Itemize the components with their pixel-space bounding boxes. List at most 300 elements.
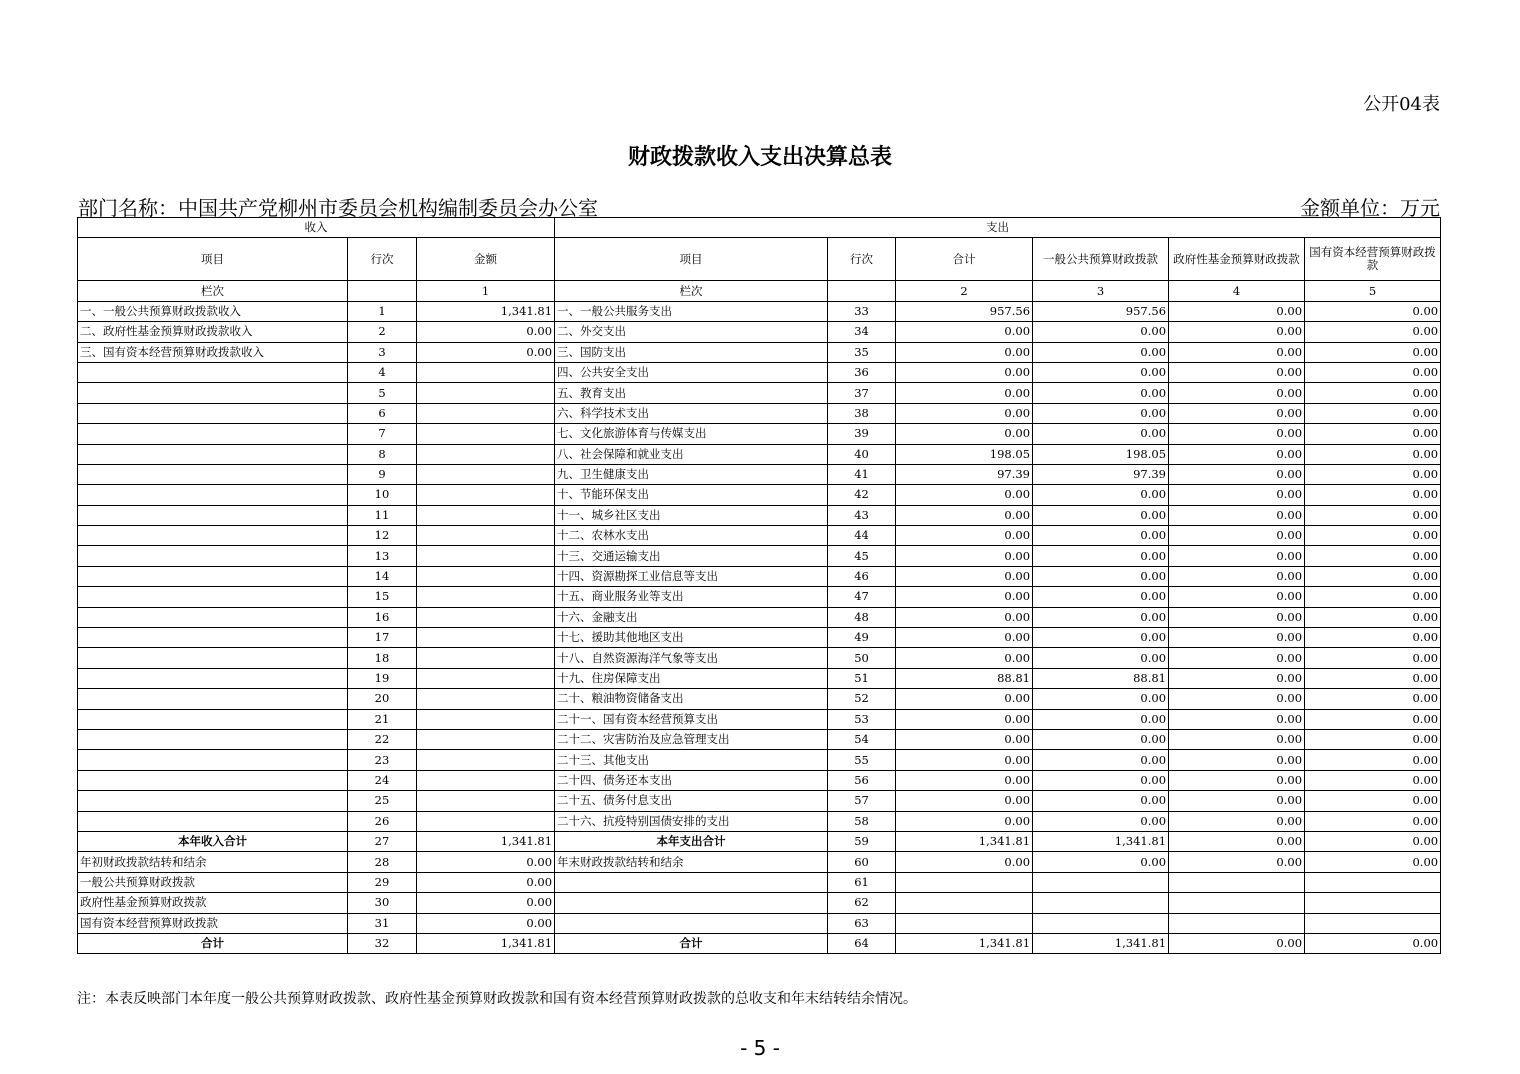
- expense-total-cell: 1,341.81: [896, 933, 1033, 953]
- income-amount-cell: 1,341.81: [417, 933, 555, 953]
- state-capital-amount-cell: 0.00: [1305, 689, 1441, 709]
- income-line-cell: 31: [348, 913, 417, 933]
- expense-line-cell: 58: [828, 811, 896, 831]
- fund-budget-amount-cell: 0.00: [1169, 342, 1305, 362]
- table-row: [78, 791, 1441, 811]
- income-line-cell: 3: [348, 342, 417, 362]
- fund-budget-amount-cell: 0.00: [1169, 852, 1305, 872]
- general-budget-amount-cell: 0.00: [1033, 403, 1169, 423]
- state-capital-amount-cell: 0.00: [1305, 811, 1441, 831]
- expense-column-label: 栏次: [555, 281, 828, 301]
- expense-item-cell: 二十四、债务还本支出: [555, 770, 828, 790]
- income-item-cell: [78, 464, 348, 484]
- income-item-cell: [78, 485, 348, 505]
- column-number-1: 1: [417, 281, 555, 301]
- expense-item-cell: 十八、自然资源海洋气象等支出: [555, 648, 828, 668]
- expense-total-cell: 0.00: [896, 750, 1033, 770]
- expense-item-cell: 四、公共安全支出: [555, 362, 828, 382]
- income-amount-cell: [417, 709, 555, 729]
- state-capital-amount-cell: 0.00: [1305, 566, 1441, 586]
- state-capital-amount-cell: 0.00: [1305, 424, 1441, 444]
- general-budget-amount-cell: 0.00: [1033, 770, 1169, 790]
- expense-item-cell: 二、外交支出: [555, 322, 828, 342]
- expense-header: 支出: [555, 218, 1441, 238]
- income-amount-cell: [417, 362, 555, 382]
- fund-budget-amount-cell: 0.00: [1169, 729, 1305, 749]
- expense-total-cell: 0.00: [896, 852, 1033, 872]
- state-capital-amount-cell: 0.00: [1305, 729, 1441, 749]
- income-amount-cell: 0.00: [417, 893, 555, 913]
- general-budget-amount-cell: 0.00: [1033, 648, 1169, 668]
- income-item-cell: 二、政府性基金预算财政拨款收入: [78, 322, 348, 342]
- expense-item-cell: [555, 872, 828, 892]
- fund-budget-amount-cell: [1169, 913, 1305, 933]
- general-budget-amount-cell: 0.00: [1033, 587, 1169, 607]
- expense-item-cell: 三、国防支出: [555, 342, 828, 362]
- income-amount-cell: [417, 587, 555, 607]
- state-capital-amount-cell: 0.00: [1305, 668, 1441, 688]
- income-amount-cell: [417, 628, 555, 648]
- income-item-cell: [78, 811, 348, 831]
- general-budget-amount-cell: 88.81: [1033, 668, 1169, 688]
- expense-line-cell: 47: [828, 587, 896, 607]
- general-budget-amount-cell: 0.00: [1033, 485, 1169, 505]
- expense-item-cell: 十七、援助其他地区支出: [555, 628, 828, 648]
- income-amount-cell: [417, 791, 555, 811]
- table-row: [78, 464, 1441, 484]
- income-amount-cell: [417, 444, 555, 464]
- fund-budget-amount-cell: 0.00: [1169, 628, 1305, 648]
- expense-total-cell: 0.00: [896, 628, 1033, 648]
- state-capital-amount-cell: 0.00: [1305, 852, 1441, 872]
- fund-budget-amount-cell: 0.00: [1169, 383, 1305, 403]
- income-amount-cell: [417, 770, 555, 790]
- fund-budget-amount-cell: 0.00: [1169, 933, 1305, 953]
- expense-total-cell: [896, 872, 1033, 892]
- fund-budget-amount-cell: 0.00: [1169, 587, 1305, 607]
- income-amount-cell: 0.00: [417, 913, 555, 933]
- general-budget-amount-cell: 0.00: [1033, 322, 1169, 342]
- income-item-cell: [78, 403, 348, 423]
- expense-total-cell: 0.00: [896, 729, 1033, 749]
- income-line-cell: 8: [348, 444, 417, 464]
- state-capital-amount-cell: 0.00: [1305, 526, 1441, 546]
- state-capital-amount-cell: 0.00: [1305, 587, 1441, 607]
- income-item-cell: 年初财政拨款结转和结余: [78, 852, 348, 872]
- income-item-cell: [78, 628, 348, 648]
- fund-budget-amount-cell: 0.00: [1169, 424, 1305, 444]
- state-capital-amount-cell: 0.00: [1305, 362, 1441, 382]
- state-capital-amount-cell: 0.00: [1305, 709, 1441, 729]
- general-budget-amount-cell: 0.00: [1033, 811, 1169, 831]
- expense-line-cell: 34: [828, 322, 896, 342]
- income-amount-header: 金额: [417, 238, 555, 281]
- income-amount-cell: [417, 383, 555, 403]
- general-budget-amount-cell: [1033, 893, 1169, 913]
- table-row: [78, 403, 1441, 423]
- income-header: 收入: [78, 218, 555, 238]
- income-line-cell: 12: [348, 526, 417, 546]
- expense-item-cell: 七、文化旅游体育与传媒支出: [555, 424, 828, 444]
- expense-total-cell: 0.00: [896, 505, 1033, 525]
- income-amount-cell: [417, 750, 555, 770]
- expense-total-cell: 0.00: [896, 566, 1033, 586]
- state-capital-amount-cell: 0.00: [1305, 485, 1441, 505]
- expense-line-cell: 57: [828, 791, 896, 811]
- income-line-cell: 22: [348, 729, 417, 749]
- amount-unit: 金额单位：万元: [1300, 196, 1440, 220]
- expense-total-cell: 0.00: [896, 342, 1033, 362]
- page-title: 财政拨款收入支出决算总表: [627, 144, 892, 170]
- state-capital-amount-cell: 0.00: [1305, 342, 1441, 362]
- income-line-cell: 6: [348, 403, 417, 423]
- income-amount-cell: [417, 566, 555, 586]
- state-capital-amount-cell: 0.00: [1305, 607, 1441, 627]
- general-budget-amount-cell: 1,341.81: [1033, 933, 1169, 953]
- expense-item-cell: 十三、交通运输支出: [555, 546, 828, 566]
- fund-budget-amount-cell: 0.00: [1169, 362, 1305, 382]
- income-amount-cell: [417, 485, 555, 505]
- state-capital-amount-cell: 0.00: [1305, 933, 1441, 953]
- income-amount-cell: [417, 729, 555, 749]
- state-capital-amount-cell: 0.00: [1305, 831, 1441, 851]
- fund-budget-amount-cell: 0.00: [1169, 811, 1305, 831]
- expense-total-cell: [896, 893, 1033, 913]
- fund-budget-amount-cell: [1169, 893, 1305, 913]
- income-amount-cell: [417, 505, 555, 525]
- income-line-cell: 23: [348, 750, 417, 770]
- expense-line-cell: 48: [828, 607, 896, 627]
- expense-item-header: 项目: [555, 238, 828, 281]
- income-line-cell: 24: [348, 770, 417, 790]
- expense-line-cell: 35: [828, 342, 896, 362]
- income-line-cell: 21: [348, 709, 417, 729]
- budget-table: [77, 217, 1441, 954]
- expense-item-cell: 本年支出合计: [555, 831, 828, 851]
- income-line-cell: 32: [348, 933, 417, 953]
- expense-item-cell: 六、科学技术支出: [555, 403, 828, 423]
- state-capital-amount-cell: 0.00: [1305, 770, 1441, 790]
- expense-line-cell: 59: [828, 831, 896, 851]
- table-row: [78, 587, 1441, 607]
- income-line-cell: 10: [348, 485, 417, 505]
- table-row: [78, 566, 1441, 586]
- expense-line-cell: 42: [828, 485, 896, 505]
- income-line-cell: 18: [348, 648, 417, 668]
- general-budget-amount-cell: 0.00: [1033, 505, 1169, 525]
- expense-item-cell: 二十一、国有资本经营预算支出: [555, 709, 828, 729]
- income-line-cell: 26: [348, 811, 417, 831]
- general-budget-amount-cell: 0.00: [1033, 342, 1169, 362]
- general-budget-amount-cell: 0.00: [1033, 424, 1169, 444]
- table-row: [78, 526, 1441, 546]
- fund-budget-amount-cell: 0.00: [1169, 709, 1305, 729]
- table-row: [78, 709, 1441, 729]
- form-code: 公开04表: [1363, 94, 1440, 115]
- fund-budget-amount-cell: 0.00: [1169, 607, 1305, 627]
- income-line-cell: 7: [348, 424, 417, 444]
- expense-line-cell: 49: [828, 628, 896, 648]
- expense-line-cell: 38: [828, 403, 896, 423]
- expense-line-cell: 62: [828, 893, 896, 913]
- income-line-cell: 17: [348, 628, 417, 648]
- income-amount-cell: 0.00: [417, 342, 555, 362]
- income-amount-cell: 1,341.81: [417, 301, 555, 321]
- income-line-cell: 4: [348, 362, 417, 382]
- expense-line-cell: 44: [828, 526, 896, 546]
- expense-total-cell: 0.00: [896, 648, 1033, 668]
- general-budget-amount-cell: 0.00: [1033, 729, 1169, 749]
- table-row: [78, 811, 1441, 831]
- footnote: 注：本表反映部门本年度一般公共预算财政拨款、政府性基金预算财政拨款和国有资本经营预算财政拨款的总收支和年末结转结余情况。: [77, 991, 917, 1007]
- state-capital-amount-cell: 0.00: [1305, 546, 1441, 566]
- fund-budget-amount-cell: 0.00: [1169, 546, 1305, 566]
- state-capital-amount-cell: 0.00: [1305, 444, 1441, 464]
- column-number-3: 3: [1033, 281, 1169, 301]
- general-budget-amount-cell: 97.39: [1033, 464, 1169, 484]
- fund-budget-amount-cell: 0.00: [1169, 526, 1305, 546]
- expense-total-cell: 0.00: [896, 424, 1033, 444]
- income-item-cell: [78, 791, 348, 811]
- income-item-cell: [78, 383, 348, 403]
- fund-budget-amount-cell: 0.00: [1169, 464, 1305, 484]
- expense-total-cell: 0.00: [896, 362, 1033, 382]
- expense-line-cell: 36: [828, 362, 896, 382]
- income-amount-cell: 0.00: [417, 322, 555, 342]
- income-item-cell: 一般公共预算财政拨款: [78, 872, 348, 892]
- column-number-4: 4: [1169, 281, 1305, 301]
- table-row: [78, 648, 1441, 668]
- income-amount-cell: 0.00: [417, 872, 555, 892]
- general-budget-amount-cell: [1033, 913, 1169, 933]
- general-budget-amount-cell: 957.56: [1033, 301, 1169, 321]
- total-header: 合计: [896, 238, 1033, 281]
- income-line-cell: 5: [348, 383, 417, 403]
- expense-item-cell: [555, 913, 828, 933]
- column-number-5: 5: [1305, 281, 1441, 301]
- income-line-cell: 19: [348, 668, 417, 688]
- state-capital-amount-cell: 0.00: [1305, 791, 1441, 811]
- general-budget-amount-cell: 1,341.81: [1033, 831, 1169, 851]
- income-line-cell: 14: [348, 566, 417, 586]
- general-budget-amount-cell: 0.00: [1033, 607, 1169, 627]
- income-line-cell: 13: [348, 546, 417, 566]
- table-row: [78, 668, 1441, 688]
- expense-item-cell: 二十六、抗疫特别国债安排的支出: [555, 811, 828, 831]
- expense-item-cell: 一、一般公共服务支出: [555, 301, 828, 321]
- general-budget-amount-cell: 198.05: [1033, 444, 1169, 464]
- fund-budget-amount-cell: 0.00: [1169, 322, 1305, 342]
- state-capital-amount-cell: 0.00: [1305, 464, 1441, 484]
- expense-total-cell: 957.56: [896, 301, 1033, 321]
- table-row: [78, 424, 1441, 444]
- general-budget-amount-cell: [1033, 872, 1169, 892]
- income-line-cell: 16: [348, 607, 417, 627]
- general-budget-amount-cell: 0.00: [1033, 383, 1169, 403]
- income-item-cell: [78, 587, 348, 607]
- table-row: [78, 342, 1441, 362]
- expense-total-cell: [896, 913, 1033, 933]
- table-row: [78, 485, 1441, 505]
- column-label: 栏次: [78, 281, 348, 301]
- expense-item-cell: 年末财政拨款结转和结余: [555, 852, 828, 872]
- state-capital-amount-cell: 0.00: [1305, 403, 1441, 423]
- department-name: 部门名称：中国共产党柳州市委员会机构编制委员会办公室: [78, 196, 598, 220]
- expense-line-cell: 63: [828, 913, 896, 933]
- income-line-cell: 11: [348, 505, 417, 525]
- expense-line-cell: 54: [828, 729, 896, 749]
- income-item-cell: [78, 750, 348, 770]
- income-line-cell: 28: [348, 852, 417, 872]
- income-amount-cell: [417, 424, 555, 444]
- general-budget-amount-cell: 0.00: [1033, 526, 1169, 546]
- expense-column-blank: [828, 281, 896, 301]
- state-capital-amount-cell: 0.00: [1305, 628, 1441, 648]
- income-amount-cell: 1,341.81: [417, 831, 555, 851]
- fund-budget-amount-cell: 0.00: [1169, 750, 1305, 770]
- expense-total-cell: 0.00: [896, 546, 1033, 566]
- general-budget-amount-cell: 0.00: [1033, 689, 1169, 709]
- general-budget-amount-cell: 0.00: [1033, 362, 1169, 382]
- fund-budget-amount-cell: 0.00: [1169, 403, 1305, 423]
- expense-item-cell: 十六、金融支出: [555, 607, 828, 627]
- expense-line-cell: 50: [828, 648, 896, 668]
- expense-total-cell: 88.81: [896, 668, 1033, 688]
- income-amount-cell: 0.00: [417, 852, 555, 872]
- expense-item-cell: 十一、城乡社区支出: [555, 505, 828, 525]
- income-amount-cell: [417, 403, 555, 423]
- income-item-cell: 三、国有资本经营预算财政拨款收入: [78, 342, 348, 362]
- income-item-cell: 国有资本经营预算财政拨款: [78, 913, 348, 933]
- expense-item-cell: 合计: [555, 933, 828, 953]
- expense-item-cell: 十五、商业服务业等支出: [555, 587, 828, 607]
- expense-line-cell: 33: [828, 301, 896, 321]
- income-line-cell: 29: [348, 872, 417, 892]
- expense-line-cell: 40: [828, 444, 896, 464]
- table-row: [78, 628, 1441, 648]
- state-capital-amount-cell: 0.00: [1305, 505, 1441, 525]
- expense-total-cell: 0.00: [896, 689, 1033, 709]
- general-budget-amount-cell: 0.00: [1033, 791, 1169, 811]
- fund-budget-amount-cell: 0.00: [1169, 301, 1305, 321]
- income-item-cell: [78, 689, 348, 709]
- income-item-cell: [78, 729, 348, 749]
- income-item-cell: [78, 526, 348, 546]
- expense-item-cell: 二十三、其他支出: [555, 750, 828, 770]
- income-line-cell: 1: [348, 301, 417, 321]
- table-row: [78, 383, 1441, 403]
- expense-line-cell: 41: [828, 464, 896, 484]
- expense-total-cell: 0.00: [896, 403, 1033, 423]
- income-line-cell: 2: [348, 322, 417, 342]
- expense-item-cell: 二十、粮油物资储备支出: [555, 689, 828, 709]
- income-amount-cell: [417, 607, 555, 627]
- income-item-cell: 政府性基金预算财政拨款: [78, 893, 348, 913]
- table-row: [78, 546, 1441, 566]
- income-amount-cell: [417, 689, 555, 709]
- table-row: [78, 729, 1441, 749]
- income-line-cell: 27: [348, 831, 417, 851]
- state-capital-amount-cell: 0.00: [1305, 750, 1441, 770]
- state-capital-amount-cell: 0.00: [1305, 383, 1441, 403]
- expense-total-cell: 0.00: [896, 607, 1033, 627]
- table-row: [78, 689, 1441, 709]
- table-row: [78, 852, 1441, 872]
- general-budget-amount-cell: 0.00: [1033, 546, 1169, 566]
- expense-item-cell: 五、教育支出: [555, 383, 828, 403]
- fund-budget-amount-cell: 0.00: [1169, 831, 1305, 851]
- income-item-cell: [78, 607, 348, 627]
- income-item-cell: [78, 424, 348, 444]
- table-row: [78, 301, 1441, 321]
- fund-budget-amount-cell: 0.00: [1169, 485, 1305, 505]
- income-line-cell: 15: [348, 587, 417, 607]
- general-budget-amount-cell: 0.00: [1033, 628, 1169, 648]
- expense-item-cell: 二十二、灾害防治及应急管理支出: [555, 729, 828, 749]
- income-item-cell: [78, 505, 348, 525]
- expense-total-cell: 0.00: [896, 791, 1033, 811]
- income-line-cell: 20: [348, 689, 417, 709]
- state-capital-amount-cell: [1305, 893, 1441, 913]
- expense-total-cell: 0.00: [896, 485, 1033, 505]
- expense-line-cell: 53: [828, 709, 896, 729]
- state-capital-amount-cell: 0.00: [1305, 301, 1441, 321]
- table-row: [78, 913, 1441, 933]
- income-amount-cell: [417, 546, 555, 566]
- expense-total-cell: 0.00: [896, 811, 1033, 831]
- expense-item-cell: 十九、住房保障支出: [555, 668, 828, 688]
- income-item-cell: [78, 546, 348, 566]
- income-item-cell: [78, 770, 348, 790]
- general-budget-amount-cell: 0.00: [1033, 852, 1169, 872]
- expense-line-cell: 45: [828, 546, 896, 566]
- fund-budget-amount-cell: 0.00: [1169, 566, 1305, 586]
- table-row: [78, 893, 1441, 913]
- table-row: [78, 505, 1441, 525]
- table-row: [78, 770, 1441, 790]
- expense-line-cell: 56: [828, 770, 896, 790]
- income-item-header: 项目: [78, 238, 348, 281]
- table-row: [78, 607, 1441, 627]
- page-number: - 5 -: [740, 1036, 780, 1060]
- table-row: [78, 362, 1441, 382]
- expense-line-cell: 46: [828, 566, 896, 586]
- expense-item-cell: 十四、资源勘探工业信息等支出: [555, 566, 828, 586]
- table-row: [78, 831, 1441, 851]
- income-item-cell: [78, 648, 348, 668]
- income-item-cell: [78, 709, 348, 729]
- expense-item-cell: 二十五、债务付息支出: [555, 791, 828, 811]
- expense-line-cell: 52: [828, 689, 896, 709]
- table-row: [78, 444, 1441, 464]
- fund-budget-header: 政府性基金预算财政拨款: [1169, 238, 1305, 281]
- table-row: [78, 872, 1441, 892]
- expense-line-header: 行次: [828, 238, 896, 281]
- expense-total-cell: 198.05: [896, 444, 1033, 464]
- fund-budget-amount-cell: 0.00: [1169, 505, 1305, 525]
- expense-item-cell: 十二、农林水支出: [555, 526, 828, 546]
- general-budget-header: 一般公共预算财政拨款: [1033, 238, 1169, 281]
- income-line-cell: 30: [348, 893, 417, 913]
- table-row: [78, 750, 1441, 770]
- income-line-header: 行次: [348, 238, 417, 281]
- expense-total-cell: 0.00: [896, 383, 1033, 403]
- fund-budget-amount-cell: 0.00: [1169, 444, 1305, 464]
- expense-line-cell: 39: [828, 424, 896, 444]
- table-row: [78, 322, 1441, 342]
- expense-total-cell: 0.00: [896, 526, 1033, 546]
- expense-total-cell: 0.00: [896, 587, 1033, 607]
